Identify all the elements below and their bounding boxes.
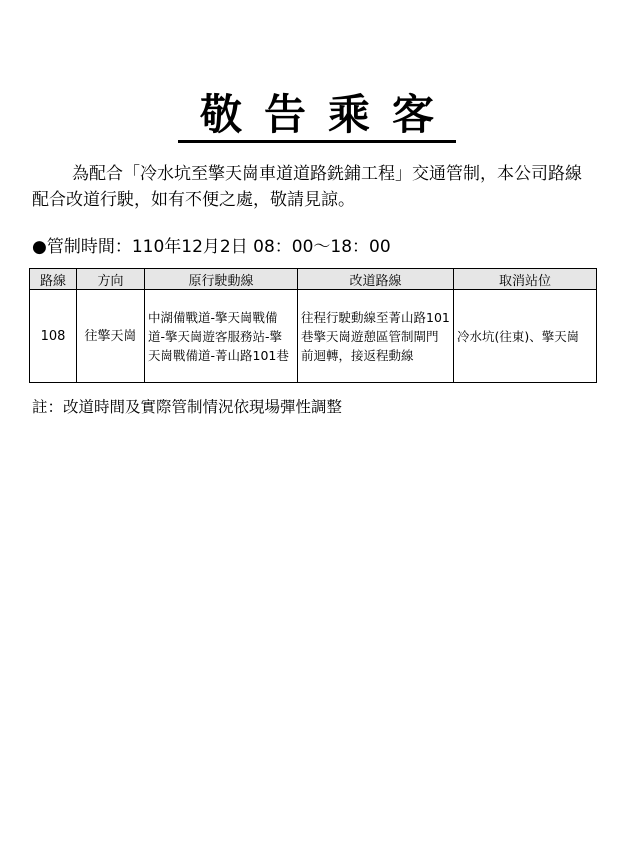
- control-time: ●管制時間：110年12月2日 08：00～18：00: [32, 237, 391, 257]
- header-original-route: 原行駛動線: [145, 269, 298, 290]
- header-detour-route: 改道路線: [298, 269, 454, 290]
- cell-detour-route: 往程行駛動線至菁山路101巷擎天崗遊憩區管制閘門前迴轉，接返程動線: [298, 290, 454, 383]
- notice-title: 敬告乘客: [178, 90, 456, 143]
- header-cancelled-stops: 取消站位: [454, 269, 597, 290]
- header-direction: 方向: [77, 269, 145, 290]
- table-header-row: [30, 269, 597, 290]
- table-row: [30, 290, 597, 383]
- header-route: 路線: [30, 269, 77, 290]
- cell-route: 108: [30, 290, 77, 383]
- intro-paragraph: 為配合「冷水坑至擎天崗車道道路銑鋪工程」交通管制，本公司路線配合改道行駛，如有不便之處，敬請見諒。: [32, 164, 582, 210]
- cell-original-route: 中湖備戰道-擎天崗戰備道-擎天崗遊客服務站-擎天崗戰備道-菁山路101巷: [145, 290, 298, 383]
- notice-title-wrap: [0, 90, 634, 143]
- cell-direction: 往擎天崗: [77, 290, 145, 383]
- cell-cancelled-stops: 冷水坑(往東)、擎天崗: [454, 290, 597, 383]
- footnote: 註：改道時間及實際管制情況依現場彈性調整: [32, 398, 343, 416]
- detour-table: [29, 268, 597, 383]
